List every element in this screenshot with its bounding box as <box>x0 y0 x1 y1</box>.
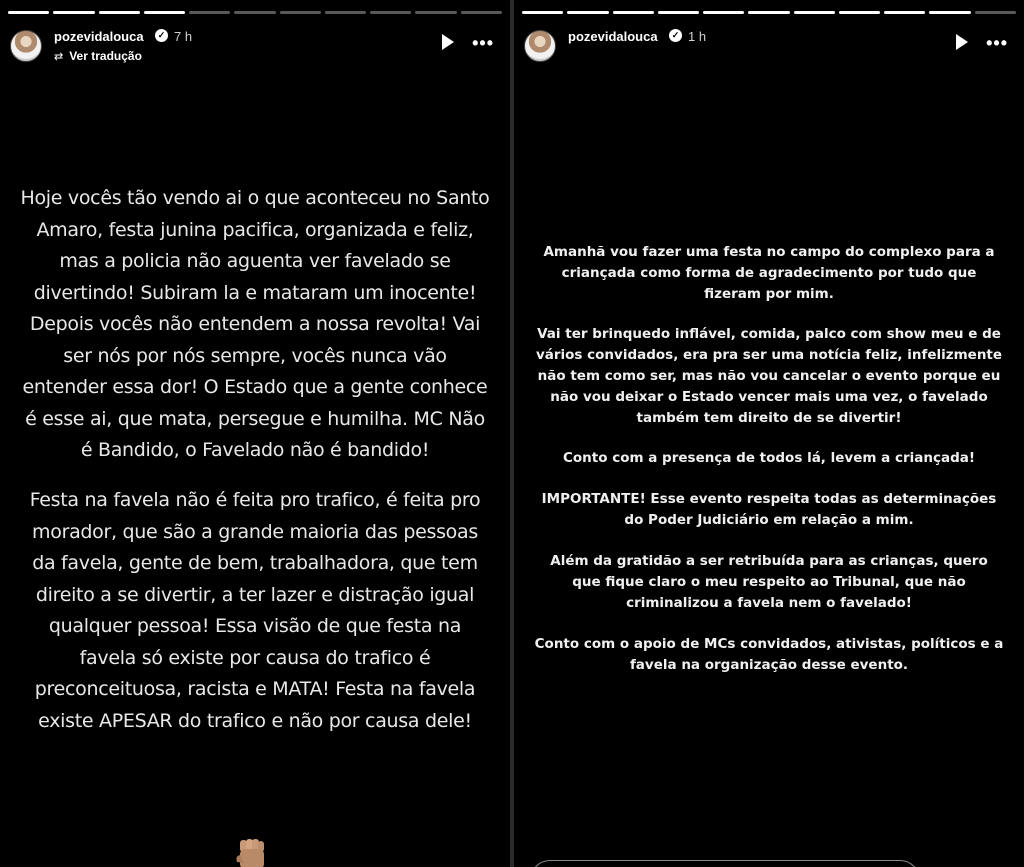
story-progress-bar <box>8 11 502 14</box>
progress-segment <box>839 11 880 14</box>
progress-segment <box>280 11 321 14</box>
progress-segment <box>884 11 925 14</box>
progress-segment <box>370 11 411 14</box>
progress-segment <box>929 11 970 14</box>
progress-segment <box>794 11 835 14</box>
post-time: 7 h <box>174 29 193 44</box>
story-panel-right[interactable] <box>514 0 1024 867</box>
more-icon[interactable]: ••• <box>986 33 1008 53</box>
avatar[interactable] <box>524 30 556 62</box>
progress-segment <box>975 11 1016 14</box>
translate-icon: ⇄ <box>54 50 64 63</box>
progress-segment <box>189 11 230 14</box>
progress-segment <box>8 11 49 14</box>
story-progress-bar <box>522 11 1016 14</box>
username[interactable]: pozevidalouca <box>54 29 144 44</box>
progress-segment <box>703 11 744 14</box>
story-text-paragraph: Festa na favela não é feita pro trafico, é feita pro morador, que são a grande maioria das pessoas da favela, gente de bem, trabalhadora, que tem direito a se divertir, a ter lazer e distração igual qualquer pessoa! Essa visão de que festa na favela só existe por causa do trafico é preconceituosa, racista e MATA! Festa na favela existe APESAR do trafico e não por causa dele! <box>29 489 481 732</box>
play-icon[interactable] <box>956 34 968 50</box>
progress-segment <box>567 11 608 14</box>
story-header <box>10 24 500 64</box>
progress-segment <box>53 11 94 14</box>
avatar[interactable] <box>10 30 42 62</box>
story-header <box>524 24 1014 64</box>
story-text-paragraph: Conto com a presença de todos lá, levem a criançada! <box>562 450 976 466</box>
verified-badge-icon: ✓ <box>155 29 168 42</box>
story-text-paragraph: Amanhã vou fazer uma festa no campo do complexo para a criançada como forma de agradecimento por tudo que fizeram por mim. <box>543 244 995 302</box>
story-text-paragraph: Hoje vocês tão vendo ai o que aconteceu no Santo Amaro, festa junina pacifica, organizada e feliz, mas a policia não aguenta ver favelado se divertindo! Subiram la e mataram um inocente! Depois vocês não entendem a nossa revolta! Vai ser nós por nós sempre, vocês nunca vão entender essa dor! O Estado que a gente conhece é esse ai, que mata, persegue e humilha. MC Não é Bandido, o Favelado não é bandido! <box>20 187 490 461</box>
story-text-paragraph: Além da gratidão a ser retribuída para as crianças, quero que fique claro o meu respeito ao Tribunal, que não criminalizou a favela nem o favelado! <box>550 553 988 611</box>
progress-segment <box>415 11 456 14</box>
progress-segment <box>144 11 185 14</box>
story-text-paragraph: Vai ter brinquedo inflável, comida, palco com show meu e de vários convidados, era pra ser uma notícia feliz, infelizmente não tem como ser, mas não vou cancelar o evento porque eu não vou deixar o Estado vencer mais uma vez, o favelado também tem direito de se divertir! <box>535 326 1003 426</box>
progress-segment <box>461 11 502 14</box>
progress-segment <box>613 11 654 14</box>
progress-segment <box>325 11 366 14</box>
progress-segment <box>522 11 563 14</box>
story-text-paragraph: Conto com o apoio de MCs convidados, ativistas, políticos e a favela na organização desse evento. <box>534 636 1004 673</box>
story-text-paragraph: IMPORTANTE! Esse evento respeita todas as determinações do Poder Judiciário em relação a mim. <box>541 491 997 528</box>
progress-segment <box>658 11 699 14</box>
translate-link[interactable] <box>54 49 142 63</box>
verified-badge-icon: ✓ <box>669 29 682 42</box>
story-panel-left[interactable] <box>0 0 510 867</box>
username[interactable]: pozevidalouca <box>568 29 658 44</box>
translate-label: Ver tradução <box>69 49 142 63</box>
progress-segment <box>748 11 789 14</box>
progress-segment <box>99 11 140 14</box>
play-icon[interactable] <box>442 34 454 50</box>
progress-segment <box>234 11 275 14</box>
reply-input[interactable] <box>530 860 920 867</box>
more-icon[interactable]: ••• <box>472 33 494 53</box>
post-time: 1 h <box>688 29 707 44</box>
raised-fist-icon <box>232 838 272 867</box>
